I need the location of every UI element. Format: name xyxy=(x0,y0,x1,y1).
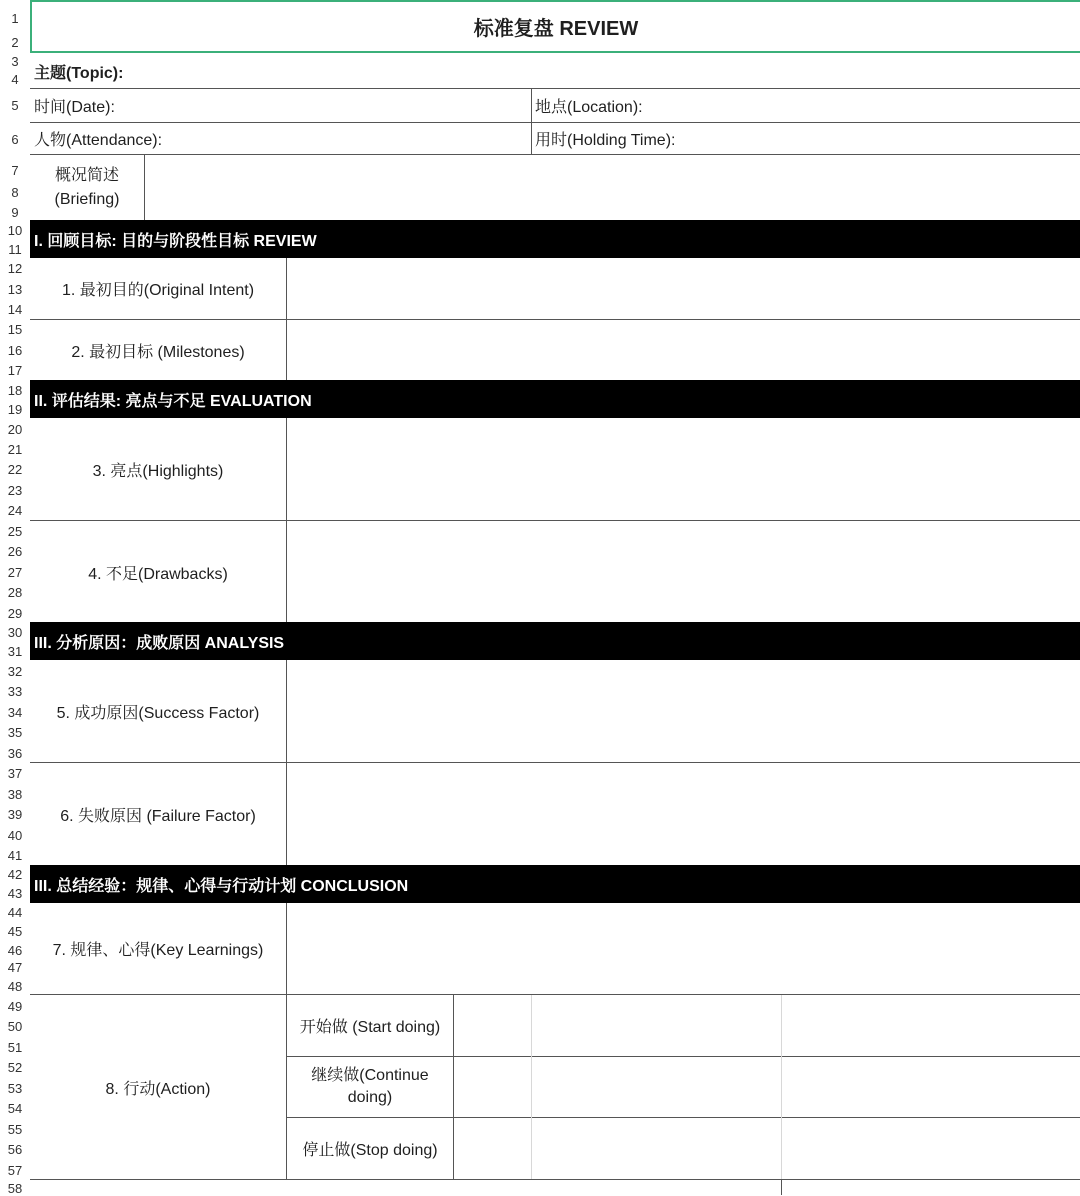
row-number[interactable]: 44 xyxy=(7,905,23,920)
row-number[interactable]: 10 xyxy=(7,223,23,238)
row-number[interactable]: 20 xyxy=(7,422,23,437)
continue-doing-label[interactable]: 继续做(Continue doing) xyxy=(311,1067,429,1106)
row-number[interactable]: 5 xyxy=(11,98,19,113)
row-number[interactable]: 6 xyxy=(11,132,19,147)
row-number[interactable]: 37 xyxy=(7,766,23,781)
section-review-header[interactable]: I. 回顾目标: 目的与阶段性目标 REVIEW xyxy=(30,220,1080,258)
row-number[interactable]: 40 xyxy=(7,828,23,843)
row-number[interactable]: 42 xyxy=(7,867,23,882)
date-label[interactable]: 时间(Date): xyxy=(34,99,115,116)
divider xyxy=(531,89,532,155)
milestones-label[interactable]: 2. 最初目标 (Milestones) xyxy=(71,343,245,361)
gridline xyxy=(781,995,782,1179)
row-number[interactable]: 49 xyxy=(7,999,23,1014)
row-number[interactable]: 16 xyxy=(7,343,23,358)
row-number[interactable]: 52 xyxy=(7,1060,23,1075)
row-number[interactable]: 31 xyxy=(7,644,23,659)
row-number[interactable]: 19 xyxy=(7,402,23,417)
location-label[interactable]: 地点(Location): xyxy=(535,99,643,116)
row-number[interactable]: 30 xyxy=(7,625,23,640)
row-number[interactable]: 55 xyxy=(7,1122,23,1137)
row-number[interactable]: 23 xyxy=(7,483,23,498)
row-number[interactable]: 36 xyxy=(7,746,23,761)
row-number[interactable]: 14 xyxy=(7,302,23,317)
row-number[interactable]: 22 xyxy=(7,462,23,477)
row-number[interactable]: 3 xyxy=(11,54,19,69)
row-number[interactable]: 27 xyxy=(7,565,23,580)
divider xyxy=(286,660,287,865)
row-number[interactable]: 50 xyxy=(7,1019,23,1034)
row-number[interactable]: 4 xyxy=(11,72,19,87)
row-number[interactable]: 18 xyxy=(7,383,23,398)
highlights-label[interactable]: 3. 亮点(Highlights) xyxy=(92,462,224,480)
section-evaluation-header[interactable]: II. 评估结果: 亮点与不足 EVALUATION xyxy=(30,380,1080,418)
row-number[interactable]: 46 xyxy=(7,943,23,958)
key-learnings-label[interactable]: 7. 规律、心得(Key Learnings) xyxy=(52,942,264,959)
row-number[interactable]: 2 xyxy=(11,35,19,50)
row-number[interactable]: 28 xyxy=(7,585,23,600)
divider xyxy=(286,418,287,623)
row-number[interactable]: 15 xyxy=(7,322,23,337)
gridline xyxy=(531,995,532,1179)
row-number[interactable]: 7 xyxy=(11,163,19,178)
drawbacks-label[interactable]: 4. 不足(Drawbacks) xyxy=(88,565,228,583)
row-number[interactable]: 9 xyxy=(11,205,19,220)
divider xyxy=(30,154,1080,155)
row-number[interactable]: 8 xyxy=(11,185,19,200)
row-number[interactable]: 24 xyxy=(7,503,23,518)
attendance-label[interactable]: 人物(Attendance): xyxy=(34,132,163,149)
row-number[interactable]: 39 xyxy=(7,807,23,822)
row-number[interactable]: 58 xyxy=(7,1181,23,1196)
divider xyxy=(286,258,287,380)
row-number[interactable]: 54 xyxy=(7,1101,23,1116)
row-number[interactable]: 33 xyxy=(7,684,23,699)
row-number[interactable]: 13 xyxy=(7,282,23,297)
row-number[interactable]: 29 xyxy=(7,606,23,621)
original-intent-label[interactable]: 1. 最初目的(Original Intent) xyxy=(61,282,255,299)
action-label[interactable]: 8. 行动(Action) xyxy=(105,1080,211,1098)
row-number[interactable]: 11 xyxy=(8,242,22,257)
holding-time-label[interactable]: 用时(Holding Time): xyxy=(535,132,676,149)
failure-factor-label[interactable]: 6. 失败原因 (Failure Factor) xyxy=(60,807,256,825)
row-number[interactable]: 57 xyxy=(7,1163,23,1178)
row-number[interactable]: 35 xyxy=(7,725,23,740)
row-number[interactable]: 41 xyxy=(7,848,23,863)
row-number[interactable]: 25 xyxy=(7,524,23,539)
row-number[interactable]: 34 xyxy=(7,705,23,720)
row-number[interactable]: 26 xyxy=(7,544,23,559)
row-number[interactable]: 21 xyxy=(7,442,23,457)
row-number[interactable]: 53 xyxy=(7,1081,23,1096)
success-factor-label[interactable]: 5. 成功原因(Success Factor) xyxy=(56,704,260,722)
briefing-label[interactable]: 概况简述 (Briefing) xyxy=(54,166,120,208)
row-number[interactable]: 51 xyxy=(7,1040,23,1055)
row-number[interactable]: 32 xyxy=(7,664,23,679)
divider xyxy=(453,995,454,1179)
row-number[interactable]: 12 xyxy=(7,261,23,276)
row-number[interactable]: 48 xyxy=(7,979,23,994)
row-number[interactable]: 56 xyxy=(7,1142,23,1157)
row-number[interactable]: 38 xyxy=(7,787,23,802)
divider xyxy=(144,155,145,220)
row-number[interactable]: 1 xyxy=(11,11,19,26)
stop-doing-label[interactable]: 停止做(Stop doing) xyxy=(302,1142,438,1159)
section-analysis-header[interactable]: III. 分析原因：成败原因 ANALYSIS xyxy=(30,622,1080,660)
row-number[interactable]: 47 xyxy=(7,960,23,975)
row-header xyxy=(0,0,30,1195)
section-conclusion-header[interactable]: III. 总结经验：规律、心得与行动计划 CONCLUSION xyxy=(30,865,1080,903)
divider xyxy=(30,1179,1080,1180)
row-number[interactable]: 45 xyxy=(7,924,23,939)
page-title[interactable]: 标准复盘 REVIEW xyxy=(30,0,1080,53)
row-number[interactable]: 17 xyxy=(7,363,23,378)
topic-label[interactable]: 主题(Topic): xyxy=(34,64,124,82)
divider xyxy=(781,1180,782,1195)
start-doing-label[interactable]: 开始做 (Start doing) xyxy=(299,1019,441,1036)
row-number[interactable]: 43 xyxy=(7,886,23,901)
